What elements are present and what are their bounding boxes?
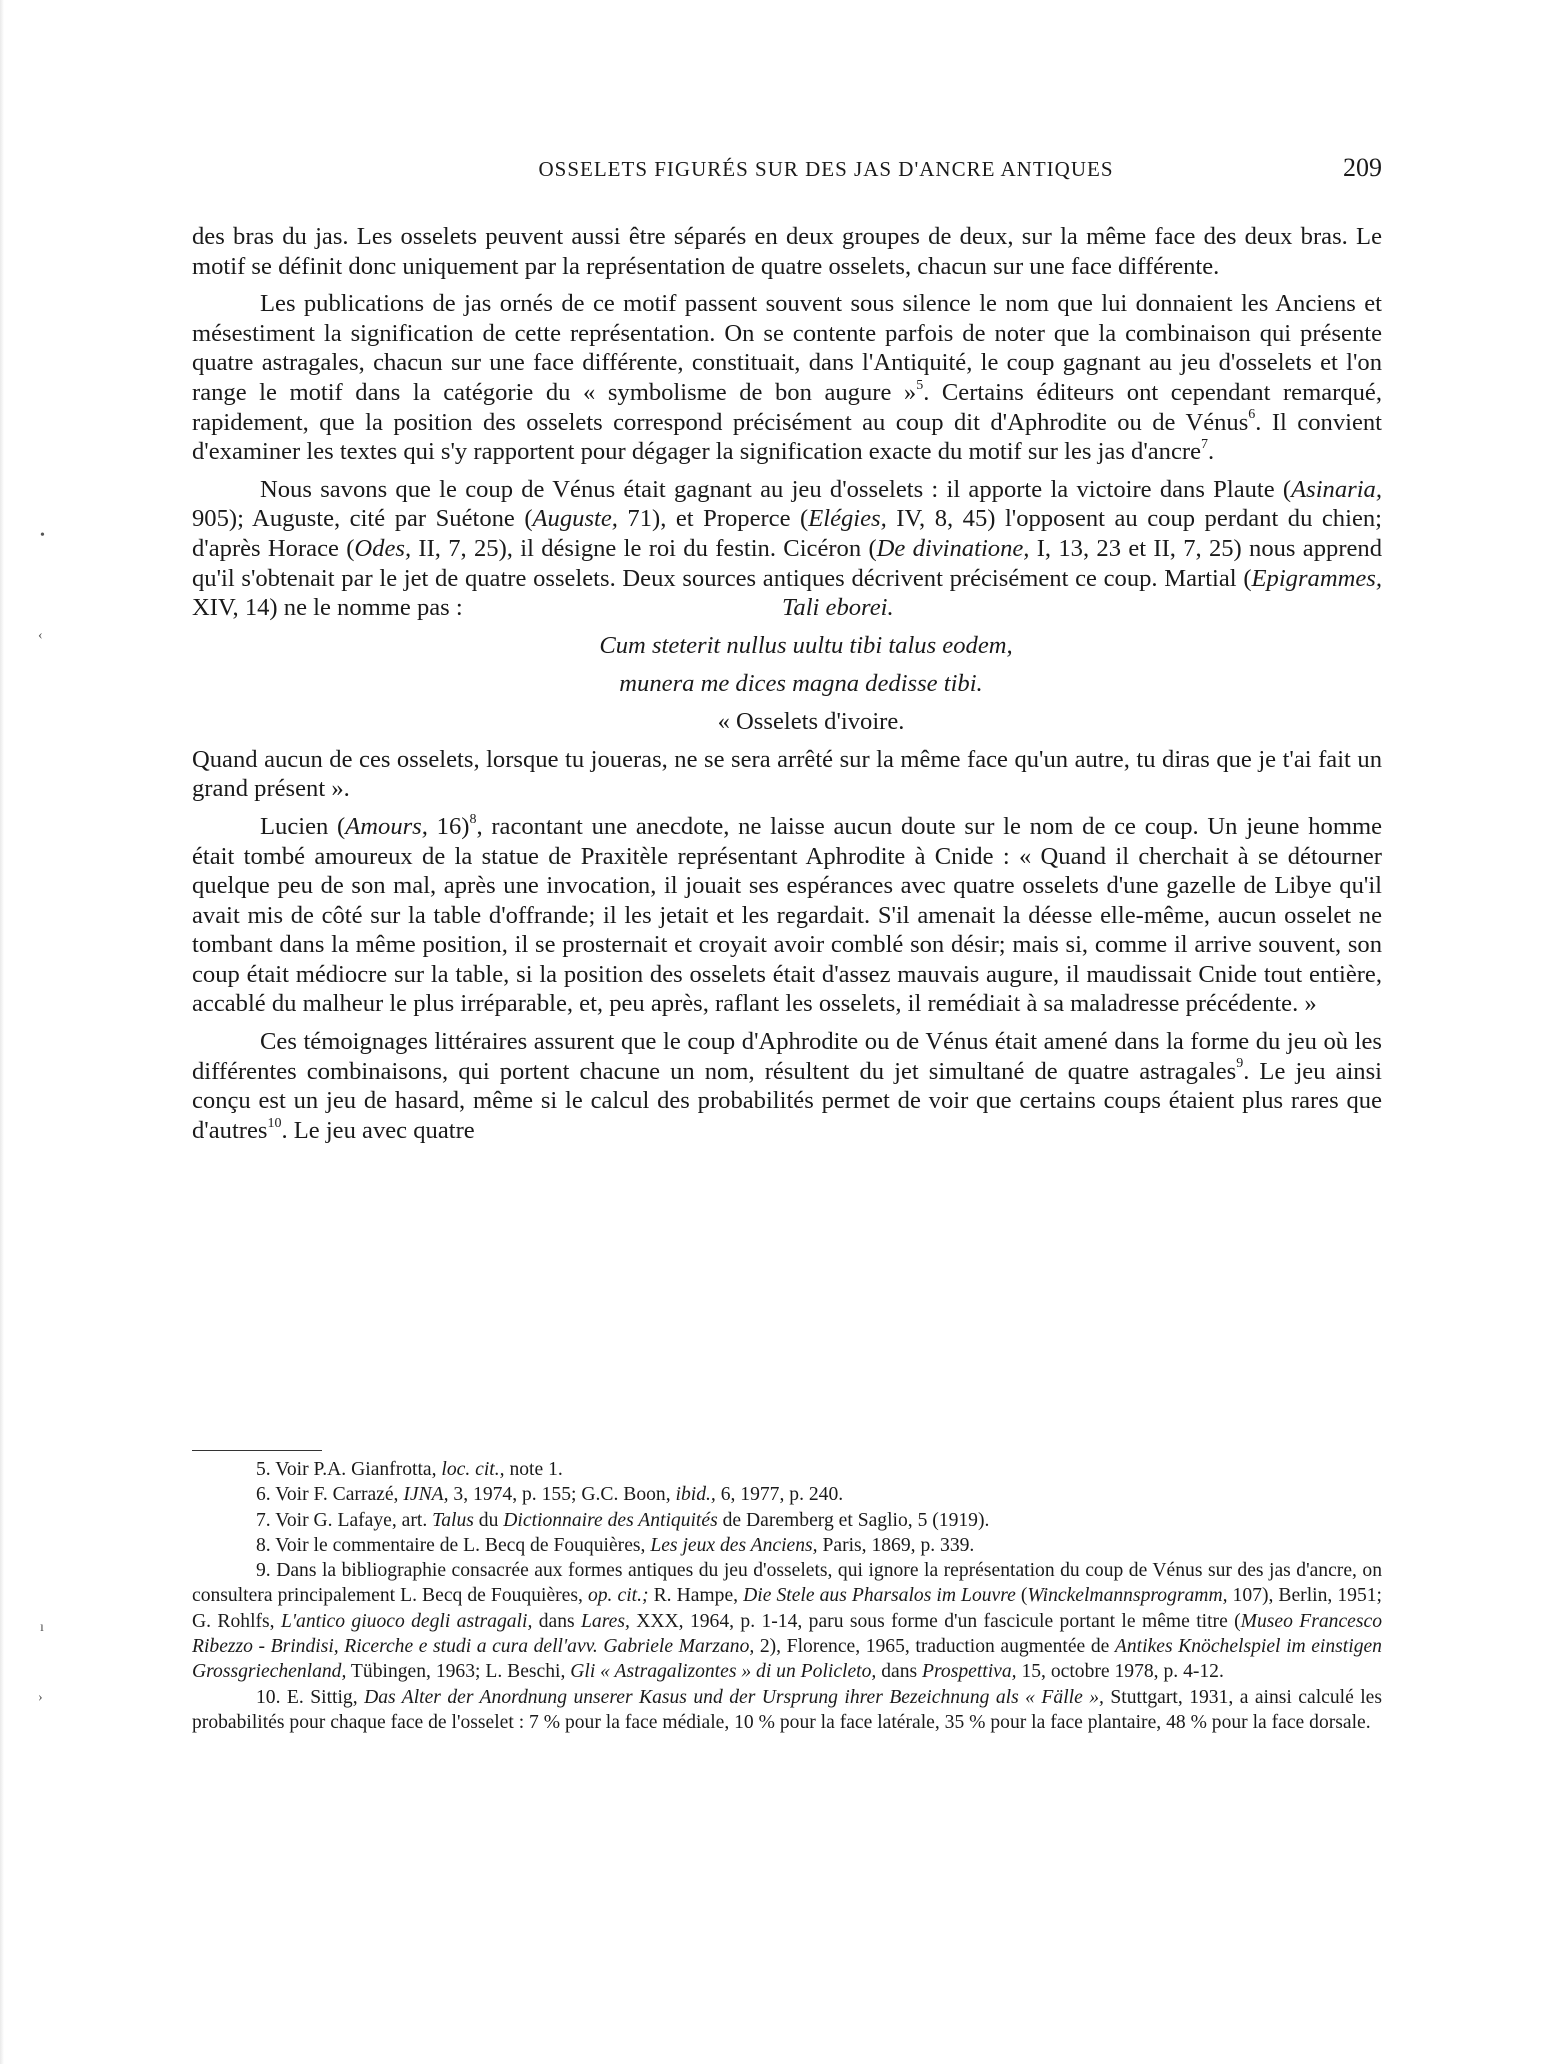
speck-mark: • [40, 528, 45, 543]
text-run-italic: Das Alter der Anordnung unserer Kasus und der Ursprung ihrer Bezeichnung als « Fälle », [364, 1686, 1104, 1708]
paragraph-2 [192, 289, 1382, 467]
paragraph-4: Quand aucun de ces osselets, lorsque tu joueras, ne se sera arrêté sur la même face qu'un autre, tu diras que je t'ai fait un grand présent ». [192, 745, 1382, 803]
text-run: R. Hampe, [648, 1585, 744, 1607]
footnotes [192, 1450, 1382, 1735]
text-run: . Le jeu avec quatre [281, 1116, 475, 1144]
text-run: 9. Dans la bibliographie consacrée aux formes antiques du jeu d'osselets, qui ignore la représentation du coup de Vénus sur des jas d'ancre, on consultera principalement L. Becq de Fouquières, [192, 1560, 1382, 1607]
text-run-italic: Dictionnaire des Antiquités [503, 1509, 718, 1531]
verse-quotation [192, 593, 1382, 737]
footnote-ref-8[interactable]: 8 [469, 811, 477, 827]
text-run-italic: Prospettiva, [922, 1661, 1017, 1683]
title-elegies: Elégies, [808, 505, 887, 533]
paragraph-6 [192, 1027, 1382, 1145]
verse-line-3: munera me dices magna dedisse tibi. [619, 669, 983, 697]
text-run: dans [532, 1610, 582, 1632]
body-text [192, 222, 1382, 1153]
footnote-10 [192, 1685, 1382, 1736]
footnote-5 [192, 1457, 1382, 1482]
text-run-italic: Winckelmannsprogramm, [1027, 1585, 1228, 1607]
text-run-italic: Gli « Astragalizontes » di un Policleto, [570, 1661, 877, 1683]
footnote-ref-6[interactable]: 6 [1248, 407, 1256, 423]
text-run: dans [876, 1661, 923, 1683]
text-run: 16) [427, 812, 470, 840]
text-run: 7. Voir G. Lafaye, art. [256, 1509, 433, 1531]
text-run: 6. Voir F. Carrazé, [256, 1484, 404, 1506]
text-run: . Le jeu ainsi conçu est un jeu de hasard, même si le calcul des probabilités permet de voir que certains coups étaient plus rares que d'autres [192, 1057, 1383, 1144]
text-run: IV, 8, 45) l'opposent au coup perdant du chien; d'après Horace ( [192, 505, 1382, 562]
page-header [190, 155, 1382, 195]
text-run: XIV, 14) ne le nomme pas : [192, 594, 463, 622]
text-run: Paris, 1869, p. 339. [817, 1534, 975, 1556]
text-run-italic: IJNA, [403, 1484, 449, 1506]
footnote-ref-5[interactable]: 5 [916, 377, 924, 393]
text-run-italic: ibid., [675, 1484, 716, 1506]
footnote-rule [192, 1450, 322, 1451]
text-run: , racontant une anecdote, ne laisse aucun doute sur le nom de ce coup. Un jeune homme était tombé amoureux de la statue de Praxitèle représentant Aphrodite à Cnide : « Quand il cherchait à se détourner quelque peu de son mal, après une invocation, il jouait ses espérances avec quatre osselets d'une gazelle de Libye qu'il avait mis de côté sur la table d'offrande; il les jetait et les regardait. S'il amenait la déesse elle-même, aucun osselet ne tombant dans la même position, il se prosternait et croyait avoir comblé son désir; mais si, comme il arrive souvent, son coup était médiocre sur la table, si la position des osselets était d'assez mauvais augure, il maudissait Cnide tout entière, accablé du malheur le plus irréparable, et, peu après, raflant les osselets, il remédiait à sa maladresse précédente. » [192, 812, 1382, 1018]
text-run-italic: Lares, [581, 1610, 630, 1632]
text-run: Nous savons que le coup de Vénus était gagnant au jeu d'osselets : il apporte la victoire dans Plaute ( [260, 475, 1292, 503]
text-run-italic: loc. cit., [441, 1459, 505, 1480]
title-odes: Odes, [354, 534, 412, 562]
title-de-divinatione: De divinatione, [876, 534, 1030, 562]
footnote-ref-9[interactable]: 9 [1236, 1056, 1244, 1072]
text-run: du [473, 1509, 504, 1531]
text-run: II, 7, 25), il désigne le roi du festin. Cicéron ( [411, 534, 877, 562]
paragraph-1: des bras du jas. Les osselets peuvent aussi être séparés en deux groupes de deux, sur la même face des deux bras. Le motif se définit donc uniquement par la représentation de quatre osselets, chacun sur une face différente. [192, 223, 1382, 280]
verse-line-2: Cum steterit nullus uultu tibi talus eodem, [599, 631, 1013, 659]
text-run: . Il convient d'examiner les textes qui s'y rapportent pour dégager la signification exacte du motif sur les jas d'ancre [192, 408, 1382, 466]
text-run-italic: Die Stele aus Pharsalos im Louvre [743, 1585, 1016, 1607]
text-run: ( [1015, 1585, 1028, 1607]
title-epigrammes: Epigrammes, [1251, 564, 1382, 592]
text-run: 10. E. Sittig, [256, 1686, 365, 1708]
footnote-9 [192, 1558, 1382, 1684]
text-run: 107), Berlin, 1951; G. Rohlfs, [192, 1585, 1382, 1632]
text-run: 15, octobre 1978, p. 4-12. [1016, 1661, 1224, 1683]
text-run-italic: Talus [432, 1509, 474, 1531]
verse-line-1 [192, 593, 1382, 623]
text-run: Lucien ( [260, 812, 346, 840]
page-number: 209 [1343, 153, 1382, 182]
text-run-italic: op. cit.; [587, 1585, 649, 1607]
text-run: 905); Auguste, cité par Suétone ( [192, 505, 533, 533]
verse-translation-line: « Osselets d'ivoire. [717, 707, 905, 735]
text-run: . Certains éditeurs ont cependant remarqué, rapidement, que la position des osselets correspond précisément au coup dit d'Aphrodite ou de Vénus [192, 378, 1382, 436]
text-run-italic: L'antico giuoco degli astragali, [280, 1610, 533, 1632]
text-run: note 1. [504, 1459, 563, 1480]
text-run-italic: Antikes Knöchelspiel im einstigen Grossgriechenland, [192, 1636, 1382, 1683]
title-amours: Amours, [345, 812, 428, 840]
footnote-6 [192, 1482, 1382, 1507]
running-title: OSSELETS FIGURÉS SUR DES JAS D'ANCRE ANTIQUES [538, 157, 1114, 181]
title-auguste: Auguste, [532, 505, 618, 533]
text-run: Ces témoignages littéraires assurent que le coup d'Aphrodite ou de Vénus était amené dans la forme du jeu où les différentes combinaisons, qui portent chacune un nom, résultent du jet simultané de quatre astragales [192, 1028, 1382, 1085]
text-run: Stuttgart, 1931, a ainsi calculé les probabilités pour chaque face de l'osselet : 7 % pour la face médiale, 10 % pour la face latérale, 35 % pour la face plantaire, 48 % pour la face dorsale. [192, 1686, 1382, 1733]
text-run: . [1208, 438, 1215, 466]
footnote-7 [192, 1508, 1382, 1533]
scan-edge [0, 0, 4, 2064]
text-run: Tübingen, 1963; L. Beschi, [346, 1661, 571, 1683]
text-run: 71), et Properce ( [617, 505, 809, 533]
text-run: XXX, 1964, p. 1-14, paru sous forme d'un fascicule portant le même titre ( [629, 1610, 1241, 1632]
footnote-ref-10[interactable]: 10 [267, 1115, 282, 1131]
footnote-8 [192, 1533, 1382, 1558]
text-run: 8. Voir le commentaire de L. Becq de Fouquières, [256, 1534, 651, 1556]
speck-mark: ı [40, 1620, 44, 1635]
text-run: I, 13, 23 et II, 7, 25) nous apprend qu'il s'obtenait par le jet de quatre osselets. Deux sources antiques décrivent précisément ce coup. Martial ( [192, 534, 1383, 592]
text-run: Tali eborei. [782, 593, 894, 621]
text-run: 3, 1974, p. 155; G.C. Boon, [448, 1484, 676, 1506]
speck-mark: › [38, 1690, 43, 1705]
text-run: 6, 1977, p. 240. [715, 1484, 844, 1506]
text-run: Les publications de jas ornés de ce motif passent souvent sous silence le nom que lui donnaient les Anciens et mésestiment la signification de cette représentation. On se contente parfois de noter que la combinaison qui présente quatre astragales, chacun sur une face différente, constituait, dans l'Antiquité, le coup gagnant au jeu d'osselets et l'on range le motif dans la catégorie du « symbolisme de bon augure » [192, 290, 1382, 406]
text-run-italic: Museo Francesco Ribezzo - Brindisi, Ricerche e studi a cura dell'avv. Gabriele Marzano, [192, 1610, 1382, 1658]
text-run-italic: Les jeux des Anciens, [650, 1534, 818, 1556]
speck-mark: ‹ [38, 628, 43, 643]
text-run: de Daremberg et Saglio, 5 (1919). [717, 1509, 990, 1531]
text-run: 5. Voir P.A. Gianfrotta, [256, 1459, 442, 1480]
footnote-ref-7[interactable]: 7 [1201, 436, 1209, 452]
paragraph-5 [192, 812, 1382, 1019]
text-run: 2), Florence, 1965, traduction augmentée de [754, 1636, 1115, 1658]
title-asinaria: Asinaria, [1291, 475, 1382, 503]
